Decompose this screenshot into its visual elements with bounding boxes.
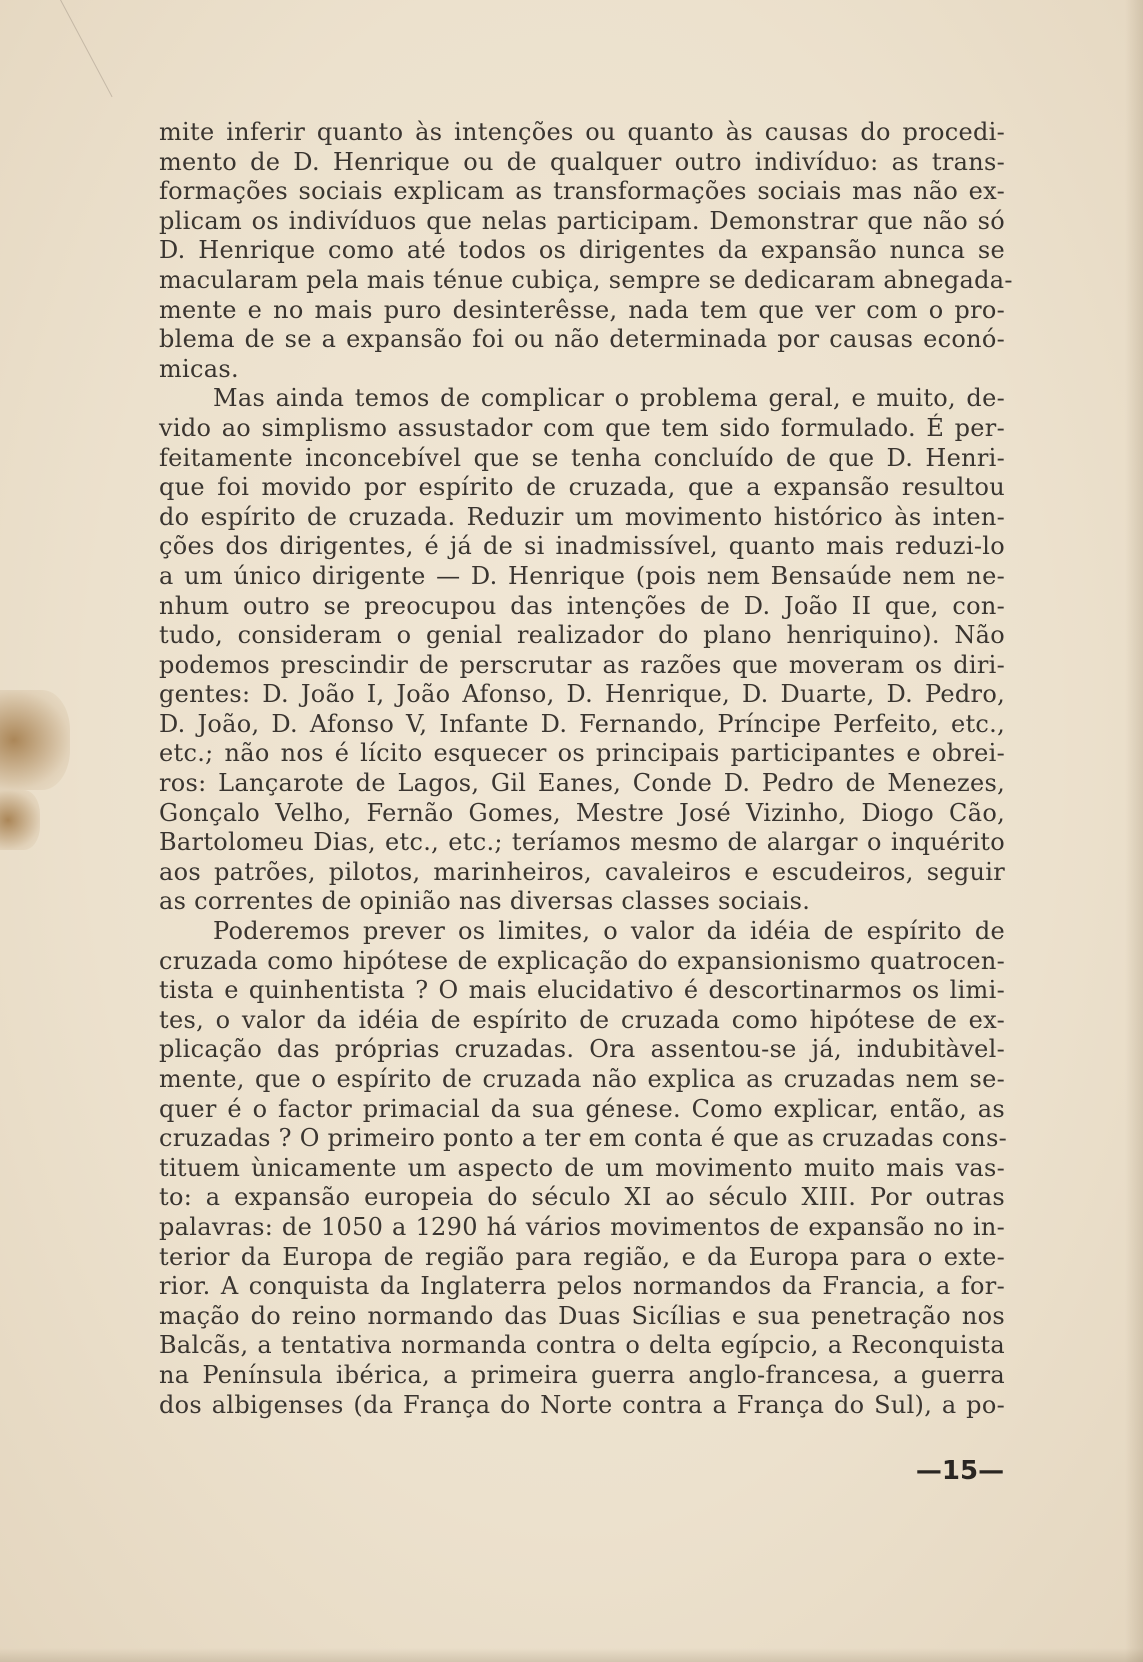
page-edge-shadow: [1125, 0, 1143, 1662]
text-line: vido ao simplismo assustador com que tem sido formulado. É per-: [159, 413, 1005, 442]
text-line: aos patrões, pilotos, marinheiros, cavaleiros e escudeiros, seguir: [159, 857, 1005, 886]
text-line: terior da Europa de região para região, e da Europa para o exte-: [159, 1242, 1005, 1271]
text-line: na Península ibérica, a primeira guerra anglo-francesa, a guerra: [159, 1360, 1005, 1389]
text-line: ros: Lançarote de Lagos, Gil Eanes, Conde D. Pedro de Menezes,: [159, 769, 1005, 798]
text-line: macularam pela mais ténue cubiça, sempre se dedicaram abnegada-: [159, 265, 1013, 294]
text-line: mente, que o espírito de cruzada não explica as cruzadas nem se-: [159, 1065, 1005, 1093]
text-line: feitamente inconcebível que se tenha concluído de que D. Henri-: [159, 443, 1005, 472]
text-line: mente e no mais puro desinterêsse, nada tem que ver com o pro-: [159, 295, 1005, 324]
text-line: a um único dirigente — D. Henrique (pois nem Bensaúde nem ne-: [159, 561, 1005, 590]
text-line: plicam os indivíduos que nelas participam. Demonstrar que não só: [159, 206, 1005, 235]
text-line: tudo, consideram o genial realizador do plano henriquino). Não: [159, 621, 1005, 650]
text-line: D. Henrique como até todos os dirigentes da expansão nunca se: [159, 236, 1005, 265]
text-line: podemos prescindir de perscrutar as razões que moveram os diri-: [159, 650, 1005, 679]
paper-stain: [0, 790, 40, 850]
text-line: mento de D. Henrique ou de qualquer outro indivíduo: as trans-: [159, 147, 1005, 176]
text-line: que foi movido por espírito de cruzada, que a expansão resultou: [159, 473, 1005, 502]
text-line: mite inferir quanto às intenções ou quanto às causas do procedi-: [159, 118, 1005, 146]
text-line: gentes: D. João I, João Afonso, D. Henrique, D. Duarte, D. Pedro,: [159, 680, 1005, 709]
text-line: do espírito de cruzada. Reduzir um movimento histórico às inten-: [159, 502, 1005, 531]
text-line: palavras: de 1050 a 1290 há vários movimentos de expansão no in-: [159, 1212, 1005, 1241]
paper-stain: [0, 690, 70, 790]
text-line: tituem ùnicamente um aspecto de um movimento muito mais vas-: [159, 1153, 1005, 1182]
text-line: nhum outro se preocupou das intenções de D. João II que, con-: [159, 591, 1005, 620]
text-line: tista e quinhentista ? O mais elucidativo é descortinarmos os limi-: [159, 976, 1005, 1005]
text-line: Poderemos prever os limites, o valor da idéia de espírito de: [213, 917, 1005, 946]
text-line: to: a expansão europeia do século XI ao século XIII. Por outras: [159, 1183, 1005, 1212]
text-line: cruzada como hipótese de explicação do expansionismo quatrocen-: [159, 946, 1005, 975]
text-line: formações sociais explicam as transformações sociais mas não ex-: [159, 177, 1005, 206]
text-line: rior. A conquista da Inglaterra pelos normandos da Francia, a for-: [159, 1272, 1005, 1301]
text-line: micas.: [159, 354, 239, 383]
text-line: plicação das próprias cruzadas. Ora assentou-se já, indubitàvel-: [159, 1035, 1005, 1064]
page-number: —15—: [915, 1456, 1005, 1486]
text-line: ções dos dirigentes, é já de si inadmissível, quanto mais reduzi-lo: [159, 532, 1005, 561]
text-line: tes, o valor da idéia de espírito de cruzada como hipótese de ex-: [159, 1005, 1005, 1034]
text-line: Mas ainda temos de complicar o problema geral, e muito, de-: [213, 384, 1005, 413]
text-line: as correntes de opinião nas diversas classes sociais.: [159, 887, 811, 916]
corner-fold-line: [60, 0, 113, 97]
text-line: quer é o factor primacial da sua génese. Como explicar, então, as: [159, 1094, 1005, 1123]
text-line: Gonçalo Velho, Fernão Gomes, Mestre José Vizinho, Diogo Cão,: [159, 798, 1005, 827]
text-line: Balcãs, a tentativa normanda contra o delta egípcio, a Reconquista: [159, 1331, 1005, 1360]
page-edge-shadow: [0, 1648, 1143, 1662]
body-text: [159, 118, 1013, 1420]
text-line: dos albigenses (da França do Norte contra a França do Sul), a po-: [159, 1390, 1005, 1419]
text-line: mação do reino normando das Duas Sicílias e sua penetração nos: [159, 1301, 1005, 1330]
text-line: cruzadas ? O primeiro ponto a ter em conta é que as cruzadas cons-: [159, 1124, 1008, 1153]
text-line: blema de se a expansão foi ou não determinada por causas econó-: [159, 325, 1005, 354]
text-line: Bartolomeu Dias, etc., etc.; teríamos mesmo de alargar o inquérito: [159, 828, 1005, 857]
text-line: etc.; não nos é lícito esquecer os principais participantes e obrei-: [159, 739, 1005, 768]
text-line: D. João, D. Afonso V, Infante D. Fernando, Príncipe Perfeito, etc.,: [159, 709, 1005, 738]
